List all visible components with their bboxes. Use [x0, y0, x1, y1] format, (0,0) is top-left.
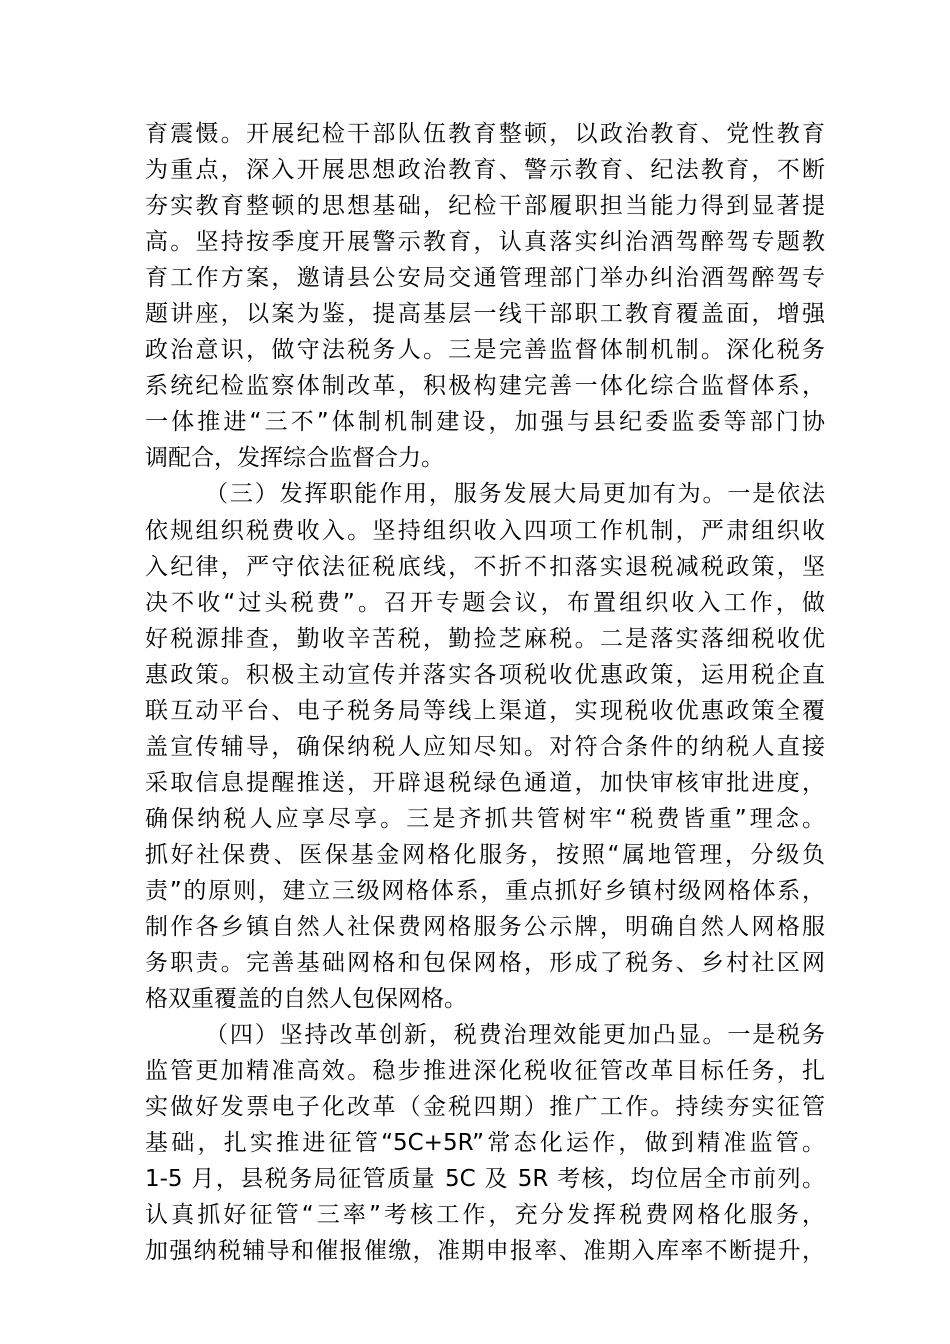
- text-line: 盖宣传辅导，确保纳税人应知尽知。对符合条件的纳税人直接: [145, 733, 825, 760]
- text-line: 惠政策。积极主动宣传并落实各项税收优惠政策，运用税企直: [145, 661, 825, 688]
- text-line: 系统纪检监察体制改革，积极构建完善一体化综合监督体系，: [145, 373, 825, 400]
- text-line: 夯实教育整顿的思想基础，纪检干部履职担当能力得到显著提: [145, 193, 825, 220]
- text-line: 1-5 月，县税务局征管质量 5C 及 5R 考核，均位居全市前列。: [145, 1166, 825, 1193]
- text-line: 入纪律，严守依法征税底线，不折不扣落实退税减税政策，坚: [145, 553, 825, 580]
- text-line: 认真抓好征管“三率”考核工作，充分发挥税费网格化服务，: [145, 1202, 825, 1229]
- text-line: 格双重覆盖的自然人包保网格。: [145, 986, 467, 1013]
- text-line: 政治意识，做守法税务人。三是完善监督体制机制。深化税务: [145, 337, 825, 364]
- text-line: 育震慑。开展纪检干部队伍教育整顿，以政治教育、党性教育: [145, 121, 825, 147]
- text-line: 决不收“过头税费”。召开专题会议，布置组织收入工作，做: [145, 589, 825, 616]
- section-heading-line: （三）发挥职能作用，服务发展大局更加有为。一是依法: [205, 481, 825, 508]
- text-line: 制作各乡镇自然人社保费网格服务公示牌，明确自然人网格服: [145, 914, 825, 941]
- text-line: 抓好社保费、医保基金网格化服务，按照“属地管理，分级负: [145, 841, 825, 868]
- text-line: 好税源排查，勤收辛苦税，勤捡芝麻税。二是落实落细税收优: [145, 625, 825, 652]
- text-line: 题讲座，以案为鉴，提高基层一线干部职工教育覆盖面，增强: [145, 301, 825, 328]
- text-line: 责”的原则，建立三级网格体系，重点抓好乡镇村级网格体系，: [145, 877, 825, 904]
- text-line: 高。坚持按季度开展警示教育，认真落实纠治酒驾醉驾专题教: [145, 229, 825, 256]
- text-line: 确保纳税人应享尽享。三是齐抓共管树牢“税费皆重”理念。: [145, 805, 825, 832]
- section-heading-line: （四）坚持改革创新，税费治理效能更加凸显。一是税务: [205, 1022, 825, 1049]
- text-line: 基础，扎实推进征管“5C+5R”常态化运作，做到精准监管。: [145, 1130, 825, 1157]
- text-line: 采取信息提醒推送，开辟退税绿色通道，加快审核审批进度，: [145, 769, 825, 796]
- text-line: 监管更加精准高效。稳步推进深化税收征管改革目标任务，扎: [145, 1058, 825, 1085]
- text-line: 实做好发票电子化改革（金税四期）推广工作。持续夯实征管: [145, 1094, 825, 1121]
- text-line: 为重点，深入开展思想政治教育、警示教育、纪法教育，不断: [145, 157, 825, 184]
- text-line: 依规组织税费收入。坚持组织收入四项工作机制，严肃组织收: [145, 517, 825, 544]
- text-line: 育工作方案，邀请县公安局交通管理部门举办纠治酒驾醉驾专: [145, 265, 825, 292]
- text-line: 调配合，发挥综合监督合力。: [145, 445, 444, 472]
- text-line: 加强纳税辅导和催报催缴，准期申报率、准期入库率不断提升，: [145, 1238, 825, 1265]
- text-line: 务职责。完善基础网格和包保网格，形成了税务、乡村社区网: [145, 950, 825, 977]
- text-line: 一体推进“三不”体制机制建设，加强与县纪委监委等部门协: [145, 409, 825, 436]
- text-line: 联互动平台、电子税务局等线上渠道，实现税收优惠政策全覆: [145, 697, 825, 724]
- body-text: [145, 116, 825, 1270]
